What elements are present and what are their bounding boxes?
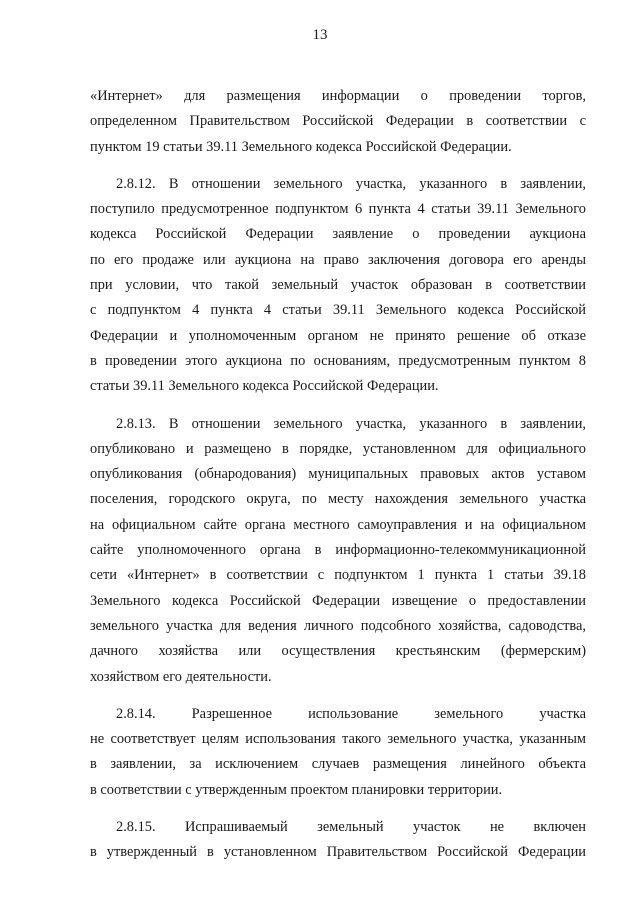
text-line: статьи 39.11 Земельного кодекса Российской Федерации. <box>90 378 439 395</box>
text-line: не соответствует целям использования такого земельного участка, указанным <box>90 731 586 748</box>
text-line: 2.8.13. В отношении земельного участка, указанного в заявлении, <box>116 415 586 432</box>
text-line: в утвержденный в установленном Правительством Российской Федерации <box>90 844 586 861</box>
text-line: 2.8.12. В отношении земельного участка, указанного в заявлении, <box>116 175 586 192</box>
text-line: в соответствии с утвержденным проектом планировки территории. <box>90 781 503 798</box>
text-line: с подпунктом 4 пункта 4 статьи 39.11 Земельного кодекса Российской <box>90 302 586 319</box>
paragraph-2-8-12 <box>90 172 586 400</box>
text-line: дачного хозяйства или осуществления крестьянским (фермерским) <box>90 643 586 660</box>
text-line: в проведении этого аукциона по основаниям, предусмотренным пунктом 8 <box>90 352 586 369</box>
text-line: при условии, что такой земельный участок образован в соответствии <box>90 277 586 294</box>
text-line: в заявлении, за исключением случаев размещения линейного объекта <box>90 756 586 773</box>
text-line: Земельного кодекса Российской Федерации извещение о предоставлении <box>90 592 586 609</box>
text-line: Федерации и уполномоченным органом не принято решение об отказе <box>90 327 586 344</box>
text-line: опубликования (обнародования) муниципальных правовых актов уставом <box>90 466 586 483</box>
paragraph-continuation <box>90 84 586 160</box>
paragraph-2-8-13 <box>90 412 586 690</box>
text-line: сайте уполномоченного органа в информационно-телекоммуникационной <box>90 542 586 559</box>
text-line: 2.8.14. Разрешенное использование земельного участка <box>116 705 586 722</box>
document-body <box>90 84 586 878</box>
text-line: по его продаже или аукциона на право заключения договора его аренды <box>90 251 586 268</box>
text-line: поступило предусмотренное подпунктом 6 пункта 4 статьи 39.11 Земельного <box>90 201 586 218</box>
text-line: хозяйством его деятельности. <box>90 668 272 685</box>
text-line: поселения, городского округа, по месту нахождения земельного участка <box>90 491 586 508</box>
text-line: определенном Правительством Российской Федерации в соответствии с <box>90 113 586 130</box>
text-line: пунктом 19 статьи 39.11 Земельного кодекса Российской Федерации. <box>90 138 512 155</box>
paragraph-2-8-15 <box>90 815 586 866</box>
paragraph-2-8-14 <box>90 702 586 803</box>
text-line: опубликовано и размещено в порядке, установленном для официального <box>90 440 586 457</box>
page-number: 13 <box>312 27 328 43</box>
text-line: на официальном сайте органа местного самоуправления и на официальном <box>90 516 586 533</box>
text-line: сети «Интернет» в соответствии с подпунктом 1 пункта 1 статьи 39.18 <box>90 567 586 584</box>
text-line: земельного участка для ведения личного подсобного хозяйства, садоводства, <box>90 617 586 634</box>
text-line: 2.8.15. Испрашиваемый земельный участок не включен <box>116 819 586 836</box>
text-line: кодекса Российской Федерации заявление о проведении аукциона <box>90 226 586 243</box>
text-line: «Интернет» для размещения информации о проведении торгов, <box>90 88 586 104</box>
